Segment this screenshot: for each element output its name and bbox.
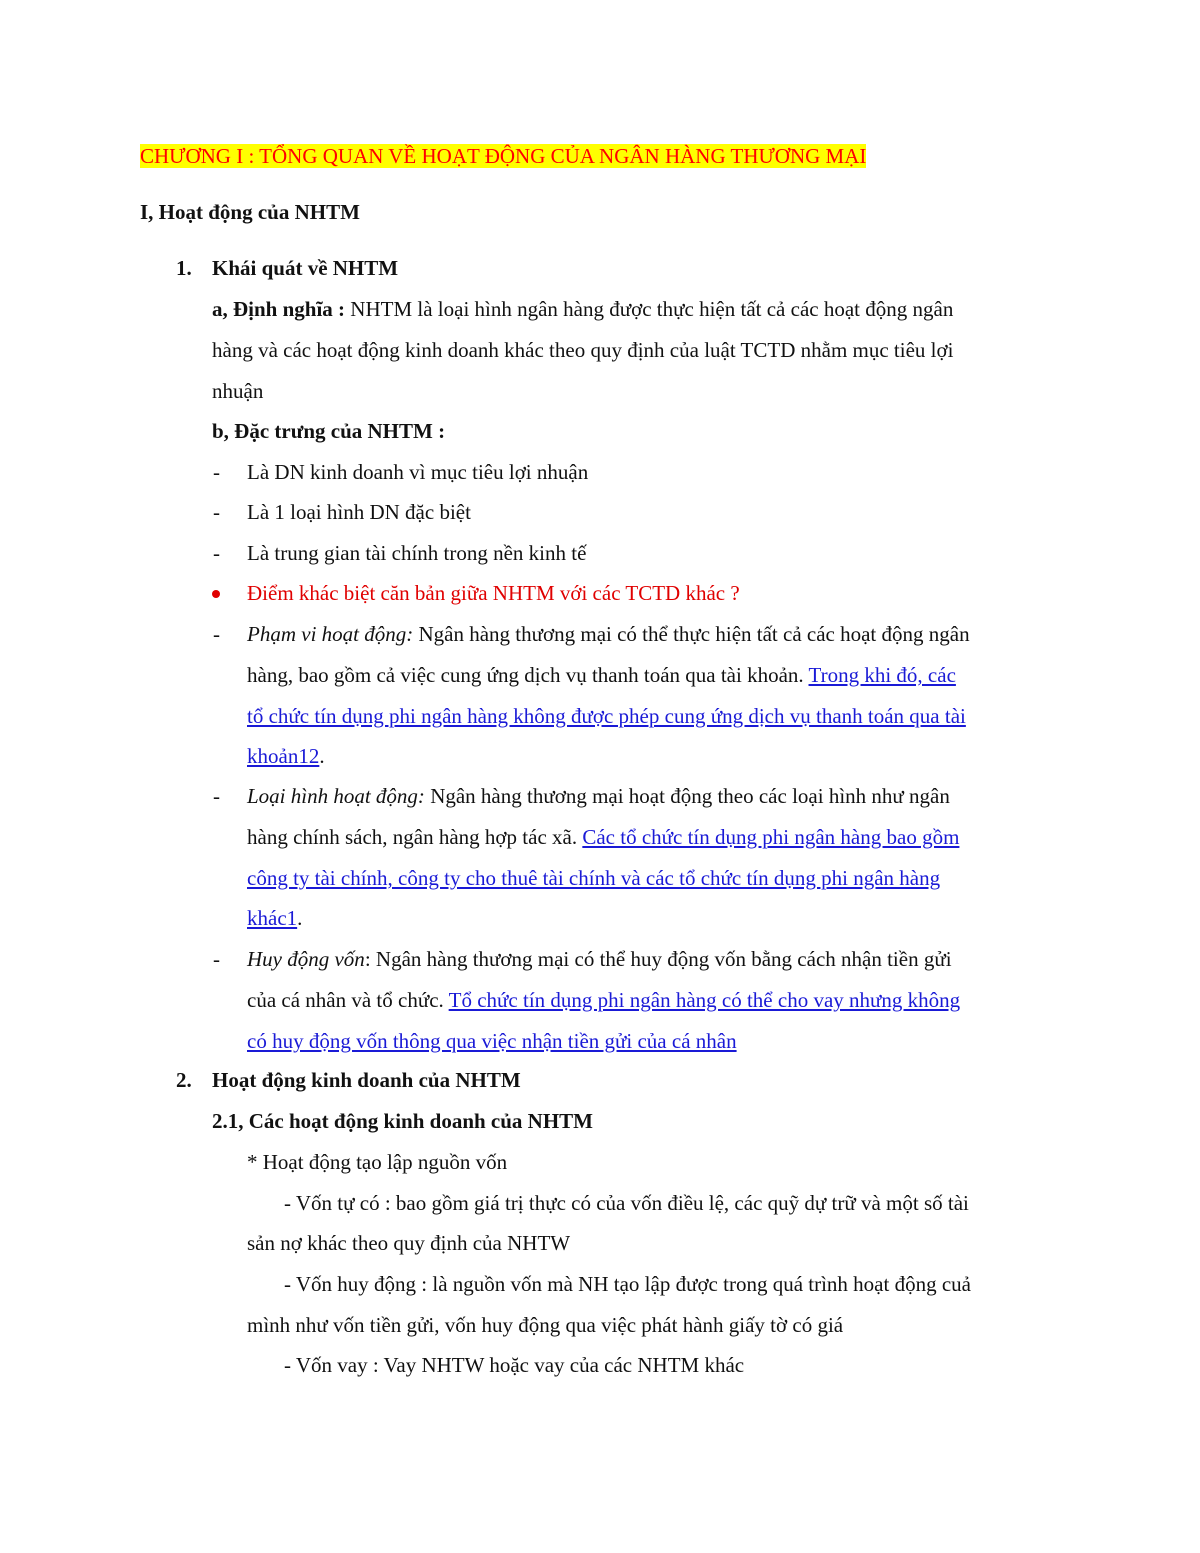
capital-form-line: - Vốn vay : Vay NHTW hoặc vay của các NHTM khác [284, 1353, 745, 1377]
list-item: Là 1 loại hình DN đặc biệt [247, 500, 471, 524]
capital-form-heading: * Hoạt động tạo lập nguồn vốn [247, 1150, 508, 1174]
scope-line: khoản12. [247, 744, 325, 768]
dash-marker: - [213, 622, 220, 646]
bullet-icon [212, 590, 220, 598]
capital-form-line: - Vốn tự có : bao gồm giá trị thực có của vốn điều lệ, các quỹ dự trữ và một số tài [284, 1191, 969, 1215]
capital-form-line: sản nợ khác theo quy định của NHTW [247, 1231, 571, 1255]
capital-link[interactable]: có huy động vốn thông qua việc nhận tiền gửi của cá nhân [247, 1029, 737, 1053]
scope-link[interactable]: khoản12 [247, 744, 320, 768]
type-link[interactable]: công ty tài chính, công ty cho thuê tài chính và các tổ chức tín dụng phi ngân hàng [247, 866, 941, 890]
definition-line: hàng và các hoạt động kinh doanh khác theo quy định của luật TCTD nhằm mục tiêu lợi [212, 338, 954, 362]
definition-line: a, Định nghĩa : NHTM là loại hình ngân hàng được thực hiện tất cả các hoạt động ngân [212, 297, 954, 321]
capital-line: Huy động vốn: Ngân hàng thương mại có thể huy động vốn bằng cách nhận tiền gửi [247, 947, 952, 971]
scope-link[interactable]: tổ chức tín dụng phi ngân hàng không được phép cung ứng dịch vụ thanh toán qua tài [247, 704, 966, 728]
capital-form-line: mình như vốn tiền gửi, vốn huy động qua việc phát hành giấy tờ có giá [247, 1313, 844, 1337]
type-link[interactable]: khác1 [247, 906, 298, 930]
list-item: Là DN kinh doanh vì mục tiêu lợi nhuận [247, 460, 589, 484]
capital-link[interactable]: Tổ chức tín dụng phi ngân hàng có thể cho vay nhưng không [448, 988, 961, 1012]
scope-link[interactable]: Trong khi đó, các [808, 663, 956, 687]
features-heading: b, Đặc trưng của NHTM : [212, 419, 446, 443]
scope-line: hàng, bao gồm cả việc cung ứng dịch vụ thanh toán qua tài khoản. Trong khi đó, các [247, 663, 956, 687]
capital-form-line: - Vốn huy động : là nguồn vốn mà NH tạo lập được trong quá trình hoạt động cuả [284, 1272, 971, 1296]
item-heading: Hoạt động kinh doanh của NHTM [212, 1068, 521, 1092]
subsection-heading: 2.1, Các hoạt động kinh doanh của NHTM [212, 1109, 594, 1133]
item-number: 2. [176, 1068, 192, 1092]
dash-marker: - [213, 947, 220, 971]
chapter-title: CHƯƠNG I : TỔNG QUAN VỀ HOẠT ĐỘNG CỦA NGÂN HÀNG THƯƠNG MẠI [140, 144, 867, 168]
type-line: Loại hình hoạt động: Ngân hàng thương mại hoạt động theo các loại hình như ngân [247, 784, 950, 808]
item-heading: Khái quát về NHTM [212, 256, 399, 280]
capital-line: của cá nhân và tổ chức. Tổ chức tín dụng phi ngân hàng có thể cho vay nhưng không [247, 988, 961, 1012]
type-line: khác1. [247, 906, 303, 930]
question-line: Điểm khác biệt căn bản giữa NHTM với các TCTD khác ? [247, 581, 740, 605]
definition-line: nhuận [212, 379, 264, 403]
type-line: hàng chính sách, ngân hàng hợp tác xã. Các tổ chức tín dụng phi ngân hàng bao gồm [247, 825, 960, 849]
scope-line: Phạm vi hoạt động: Ngân hàng thương mại có thể thực hiện tất cả các hoạt động ngân [247, 622, 970, 646]
section-heading: I, Hoạt động của NHTM [140, 200, 360, 224]
list-item: Là trung gian tài chính trong nền kinh tế [247, 541, 587, 565]
dash-marker: - [213, 460, 220, 484]
dash-marker: - [213, 500, 220, 524]
item-number: 1. [176, 256, 192, 280]
type-link[interactable]: Các tổ chức tín dụng phi ngân hàng bao gồm [582, 825, 960, 849]
dash-marker: - [213, 541, 220, 565]
dash-marker: - [213, 784, 220, 808]
